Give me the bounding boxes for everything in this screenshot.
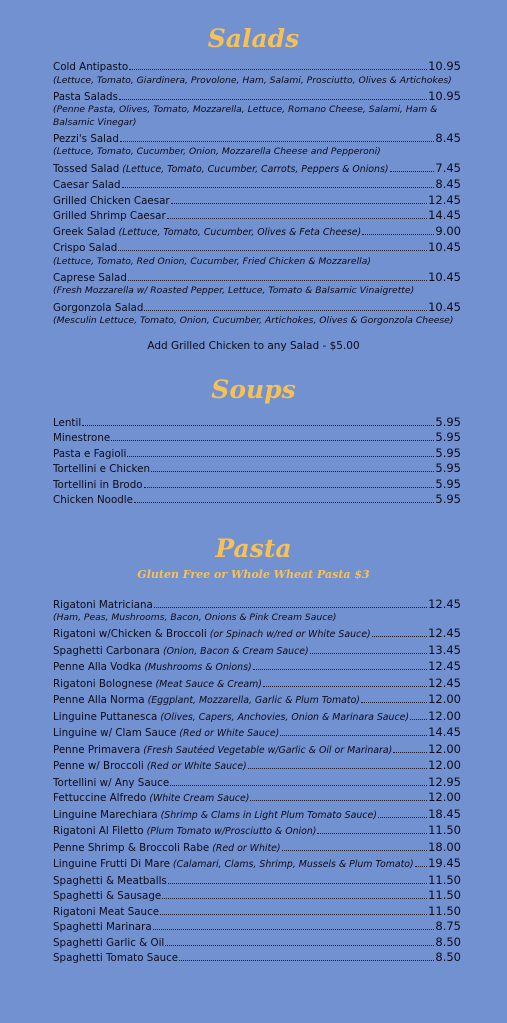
menu-item [53, 643, 461, 660]
menu-item-price: 12.45 [428, 659, 461, 674]
dot-leader [144, 309, 427, 311]
dot-leader [393, 751, 427, 753]
dot-leader [253, 668, 427, 670]
menu-item-inline-description: (Mushrooms & Onions) [144, 662, 252, 674]
menu-item-name: Fettuccine Alfredo [53, 792, 147, 805]
menu-item-row [53, 692, 461, 709]
menu-item-name: Tortellini in Brodo [53, 478, 143, 491]
menu-item [53, 950, 461, 966]
menu-item-name: Spaghetti Garlic & Oil [53, 936, 165, 949]
menu-item-name: Spaghetti Tomato Sauce [53, 952, 179, 965]
dot-leader [170, 784, 427, 786]
menu-item-name: Grilled Shrimp Caesar [53, 210, 166, 223]
menu-item-name: Tortellini e Chicken [53, 463, 150, 476]
menu-item-name: Chicken Noodle [53, 494, 134, 507]
dot-leader [119, 98, 427, 100]
menu-item [53, 446, 461, 462]
dot-leader [361, 701, 427, 703]
menu-item-name: Lentil [53, 416, 82, 429]
menu-item [53, 742, 461, 759]
menu-item-row [53, 177, 461, 193]
menu-item-row [53, 790, 461, 807]
menu-item-inline-description: (Shrimp & Clams in Light Plum Tomato Sauce) [160, 809, 377, 821]
menu-item-row [53, 888, 461, 904]
menu-item [53, 935, 461, 951]
menu-item-name: Crispo Salad [53, 242, 118, 255]
menu-item-row [53, 224, 461, 241]
dot-leader [160, 913, 427, 915]
menu-item-description: (Penne Pasta, Olives, Tomato, Mozzarella, Lettuce, Romano Cheese, Salami, Ham & Balsamic Vinegar) [53, 104, 438, 128]
menu-item-row [53, 659, 461, 676]
menu-item-price: 8.45 [435, 130, 461, 145]
menu-item-price: 10.95 [428, 88, 461, 103]
menu-item-price: 9.00 [435, 223, 461, 238]
menu-item [53, 725, 461, 742]
menu-item-inline-description: (Lettuce, Tomato, Cucumber, Carrots, Peppers & Onions) [122, 163, 389, 175]
menu-item-price: 11.50 [428, 872, 461, 887]
menu-item-description: (Lettuce, Tomato, Giardinera, Provolone, Ham, Salami, Prosciutto, Olives & Artichokes) [53, 74, 452, 86]
menu-item [53, 790, 461, 807]
menu-item-price: 8.75 [435, 919, 461, 934]
menu-item-inline-description: (Fresh Sautéed Vegetable w/Garlic & Oil or Marinara) [143, 744, 393, 756]
dot-leader [82, 424, 434, 426]
salads-title: Salads [207, 24, 300, 53]
menu-item-price: 12.00 [428, 692, 461, 707]
dot-leader [111, 439, 434, 441]
menu-item [53, 492, 461, 508]
pasta-title: Pasta [215, 533, 292, 563]
dot-leader [154, 606, 427, 608]
menu-item [53, 807, 461, 824]
menu-item-price: 12.00 [428, 708, 461, 723]
menu-item [53, 208, 461, 224]
menu-item-price: 5.95 [435, 492, 461, 507]
menu-item-inline-description: (Meat Sauce & Cream) [155, 678, 262, 690]
menu-item-row [53, 492, 461, 508]
menu-item-name: Minestrone [53, 432, 111, 445]
menu-item-description: (Mesculin Lettuce, Tomato, Onion, Cucumber, Artichokes, Olives & Gorgonzola Cheese) [53, 315, 454, 327]
dot-leader [162, 897, 427, 899]
menu-item-price: 12.00 [428, 758, 461, 773]
menu-item-name: Caesar Salad [53, 179, 121, 192]
menu-item-row [53, 477, 461, 493]
dot-leader [250, 799, 427, 801]
menu-item-inline-description: (Onion, Bacon & Cream Sauce) [162, 645, 309, 657]
menu-item-name: Caprese Salad [53, 271, 127, 284]
menu-item-price: 10.45 [428, 269, 461, 284]
menu-item-description: (Ham, Peas, Mushrooms, Bacon, Onions & Pink Cream Sauce) [53, 612, 337, 624]
dot-leader [248, 767, 427, 769]
menu-item-name: Pasta Salads [53, 90, 118, 103]
menu-item-row [53, 59, 461, 75]
dot-leader [378, 816, 427, 818]
menu-item-name: Penne Alla Vodka [53, 661, 142, 674]
menu-item-price: 11.50 [428, 903, 461, 918]
dot-leader [120, 140, 435, 142]
menu-item-price: 12.45 [428, 596, 461, 611]
menu-item [53, 240, 461, 268]
menu-item-name: Rigatoni Matriciana [53, 598, 153, 611]
menu-item-inline-description: (Lettuce, Tomato, Cucumber, Olives & Feta Cheese) [118, 226, 362, 238]
menu-item-price: 12.45 [428, 626, 461, 641]
dot-leader [179, 959, 434, 961]
dot-leader [128, 279, 427, 281]
menu-item-name: Penne Alla Norma [53, 694, 145, 707]
menu-item [53, 430, 461, 446]
dot-leader [144, 486, 435, 488]
menu-item-row [53, 742, 461, 759]
menu-item-price: 10.45 [428, 240, 461, 255]
menu-item-name: Rigatoni Al Filetto [53, 825, 144, 838]
menu-item-row [53, 840, 461, 857]
menu-item [53, 300, 461, 328]
menu-item-row [53, 430, 461, 446]
menu-item [53, 676, 461, 693]
menu-item-row [53, 300, 461, 316]
menu-item-row [53, 919, 461, 935]
menu-item-name: Greek Salad [53, 225, 116, 238]
menu-item-name: Linguine Marechiara [53, 808, 158, 821]
menu-item [53, 856, 461, 873]
menu-item [53, 161, 461, 178]
menu-item-price: 12.45 [428, 192, 461, 207]
dot-leader [129, 68, 427, 70]
menu-item-row [53, 807, 461, 824]
menu-item-name: Rigatoni Bolognese [53, 677, 153, 690]
dot-leader [263, 685, 427, 687]
menu-item-inline-description: (Red or White Sauce) [146, 761, 247, 773]
menu-item-name: Linguine Frutti Di Mare [53, 858, 170, 871]
dot-leader [134, 501, 434, 503]
dot-leader [410, 718, 427, 720]
dot-leader [165, 944, 434, 946]
menu-item-row [53, 446, 461, 462]
menu-item [53, 177, 461, 193]
salads-list [53, 59, 461, 328]
menu-item-row [53, 643, 461, 660]
menu-item-inline-description: (Olives, Capers, Anchovies, Onion & Marinara Sauce) [160, 711, 410, 723]
menu-item-name: Pasta e Fagioli [53, 447, 127, 460]
menu-item [53, 415, 461, 431]
menu-item-inline-description: (Red or White Sauce) [179, 728, 280, 740]
soups-list [53, 415, 461, 508]
menu-item-price: 10.95 [428, 59, 461, 73]
menu-item [53, 888, 461, 904]
menu-item-row [53, 240, 461, 256]
menu-item-row [53, 89, 461, 105]
menu-item-price: 7.45 [435, 160, 461, 175]
dot-leader [167, 217, 427, 219]
menu-item-inline-description: (Calamari, Clams, Shrimp, Mussels & Plum Tomato) [172, 859, 414, 871]
menu-item-price: 5.95 [435, 430, 461, 445]
menu-item-inline-description: (or Spinach w/red or White Sauce) [209, 629, 371, 641]
menu-item-price: 11.50 [428, 888, 461, 903]
menu-item-row [53, 208, 461, 224]
menu-item-row [53, 131, 461, 147]
menu-item-name: Cold Antipasto [53, 61, 129, 73]
menu-item-row [53, 626, 461, 643]
menu-item-inline-description: (Eggplant, Mozzarella, Garlic & Plum Tomato) [147, 695, 360, 707]
menu-item-price: 5.95 [435, 414, 461, 429]
menu-item-price: 13.45 [428, 642, 461, 657]
dot-leader [151, 470, 434, 472]
menu-item [53, 823, 461, 840]
menu-item-row [53, 873, 461, 889]
dot-leader [122, 186, 435, 188]
menu-item-name: Spaghetti & Sausage [53, 890, 162, 903]
pasta-list [53, 597, 461, 966]
menu-item-price: 8.50 [435, 934, 461, 949]
menu-item-name: Penne w/ Broccoli [53, 760, 144, 773]
menu-item-price: 14.45 [428, 725, 461, 740]
menu-item [53, 270, 461, 298]
menu-item-inline-description: (Red or White) [212, 842, 281, 854]
dot-leader [127, 455, 434, 457]
menu-item-price: 5.95 [435, 445, 461, 460]
dot-leader [282, 849, 427, 851]
dot-leader [372, 635, 427, 637]
menu-item [53, 477, 461, 493]
menu-item [53, 873, 461, 889]
menu-item-name: Gorgonzola Salad [53, 301, 144, 314]
menu-item [53, 461, 461, 477]
menu-item [53, 709, 461, 726]
dot-leader [317, 832, 427, 834]
menu-item-row [53, 193, 461, 209]
menu-item-description: (Lettuce, Tomato, Red Onion, Cucumber, Fried Chicken & Mozzarella) [53, 255, 371, 267]
menu-item-price: 5.95 [435, 476, 461, 491]
menu-item-name: Spaghetti Carbonara [53, 644, 160, 657]
menu-item [53, 775, 461, 791]
menu-item-price: 19.45 [428, 856, 461, 871]
menu-item-description: (Fresh Mozzarella w/ Roasted Pepper, Lettuce, Tomato & Balsamic Vinaigrette) [53, 285, 415, 297]
menu-item-row [53, 758, 461, 775]
menu-item-price: 5.95 [435, 461, 461, 476]
menu-item-row [53, 415, 461, 431]
dot-leader [280, 734, 427, 736]
menu-item-row [53, 270, 461, 286]
menu-item-row [53, 161, 461, 178]
menu-item-price: 12.45 [428, 675, 461, 690]
menu-item-name: Linguine Puttanesca [53, 710, 158, 723]
dot-leader [415, 865, 427, 867]
menu-item-price: 12.00 [428, 790, 461, 805]
menu-item-row [53, 725, 461, 742]
menu-item-name: Tortellini w/ Any Sauce [53, 776, 170, 789]
menu-item-name: Spaghetti Marinara [53, 921, 152, 934]
menu-item-name: Tossed Salad [53, 162, 120, 175]
menu-item [53, 692, 461, 709]
menu-item [53, 89, 461, 129]
menu-item-row [53, 935, 461, 951]
menu-item-name: Penne Shrimp & Broccoli Rabe [53, 841, 210, 854]
menu-item-name: Spaghetti & Meatballs [53, 874, 167, 887]
menu-item-row [53, 950, 461, 966]
menu-item [53, 758, 461, 775]
dot-leader [168, 882, 427, 884]
menu-item-price: 10.45 [428, 299, 461, 314]
pasta-subtitle: Gluten Free or Whole Wheat Pasta $3 [137, 567, 370, 581]
menu-item-row [53, 597, 461, 613]
dot-leader [118, 249, 427, 251]
menu-item [53, 131, 461, 159]
menu-item [53, 193, 461, 209]
dot-leader [153, 928, 435, 930]
menu-item-inline-description: (Plum Tomato w/Prosciutto & Onion) [146, 826, 317, 838]
menu-item-row [53, 709, 461, 726]
menu-item-name: Rigatoni Meat Sauce [53, 905, 160, 918]
menu-item [53, 919, 461, 935]
menu-item [53, 840, 461, 857]
menu-item-price: 14.45 [428, 208, 461, 223]
dot-leader [171, 202, 427, 204]
menu-item [53, 224, 461, 241]
menu-item-price: 8.50 [435, 950, 461, 965]
menu-item-name: Pezzi's Salad [53, 132, 119, 145]
menu-item-price: 12.95 [428, 774, 461, 789]
soups-title: Soups [211, 374, 296, 404]
menu-item-name: Grilled Chicken Caesar [53, 194, 170, 207]
dot-leader [310, 652, 427, 654]
menu-item-name: Rigatoni w/Chicken & Broccoli [53, 628, 207, 641]
salad-addon-note: Add Grilled Chicken to any Salad - $5.00 [147, 339, 360, 352]
menu-item-name: Linguine w/ Clam Sauce [53, 727, 177, 740]
menu-item-description: (Lettuce, Tomato, Cucumber, Onion, Mozzarella Cheese and Pepperoni) [53, 146, 381, 158]
menu-item-row [53, 676, 461, 693]
menu-item-price: 8.45 [435, 177, 461, 192]
menu-item [53, 904, 461, 920]
menu-item-row [53, 904, 461, 920]
menu-item-price: 18.45 [428, 806, 461, 821]
menu-item [53, 597, 461, 625]
menu-item-inline-description: (White Cream Sauce) [149, 793, 250, 805]
menu-item-row [53, 856, 461, 873]
menu-item-row [53, 823, 461, 840]
menu-item-name: Penne Primavera [53, 743, 141, 756]
menu-item [53, 659, 461, 676]
menu-item-row [53, 775, 461, 791]
menu-item-price: 18.00 [428, 839, 461, 854]
menu-item-row [53, 461, 461, 477]
dot-leader [390, 170, 435, 172]
menu-item [53, 626, 461, 643]
menu-item-price: 11.50 [428, 823, 461, 838]
menu-item [53, 59, 461, 87]
menu-item-price: 12.00 [428, 741, 461, 756]
dot-leader [362, 233, 434, 235]
